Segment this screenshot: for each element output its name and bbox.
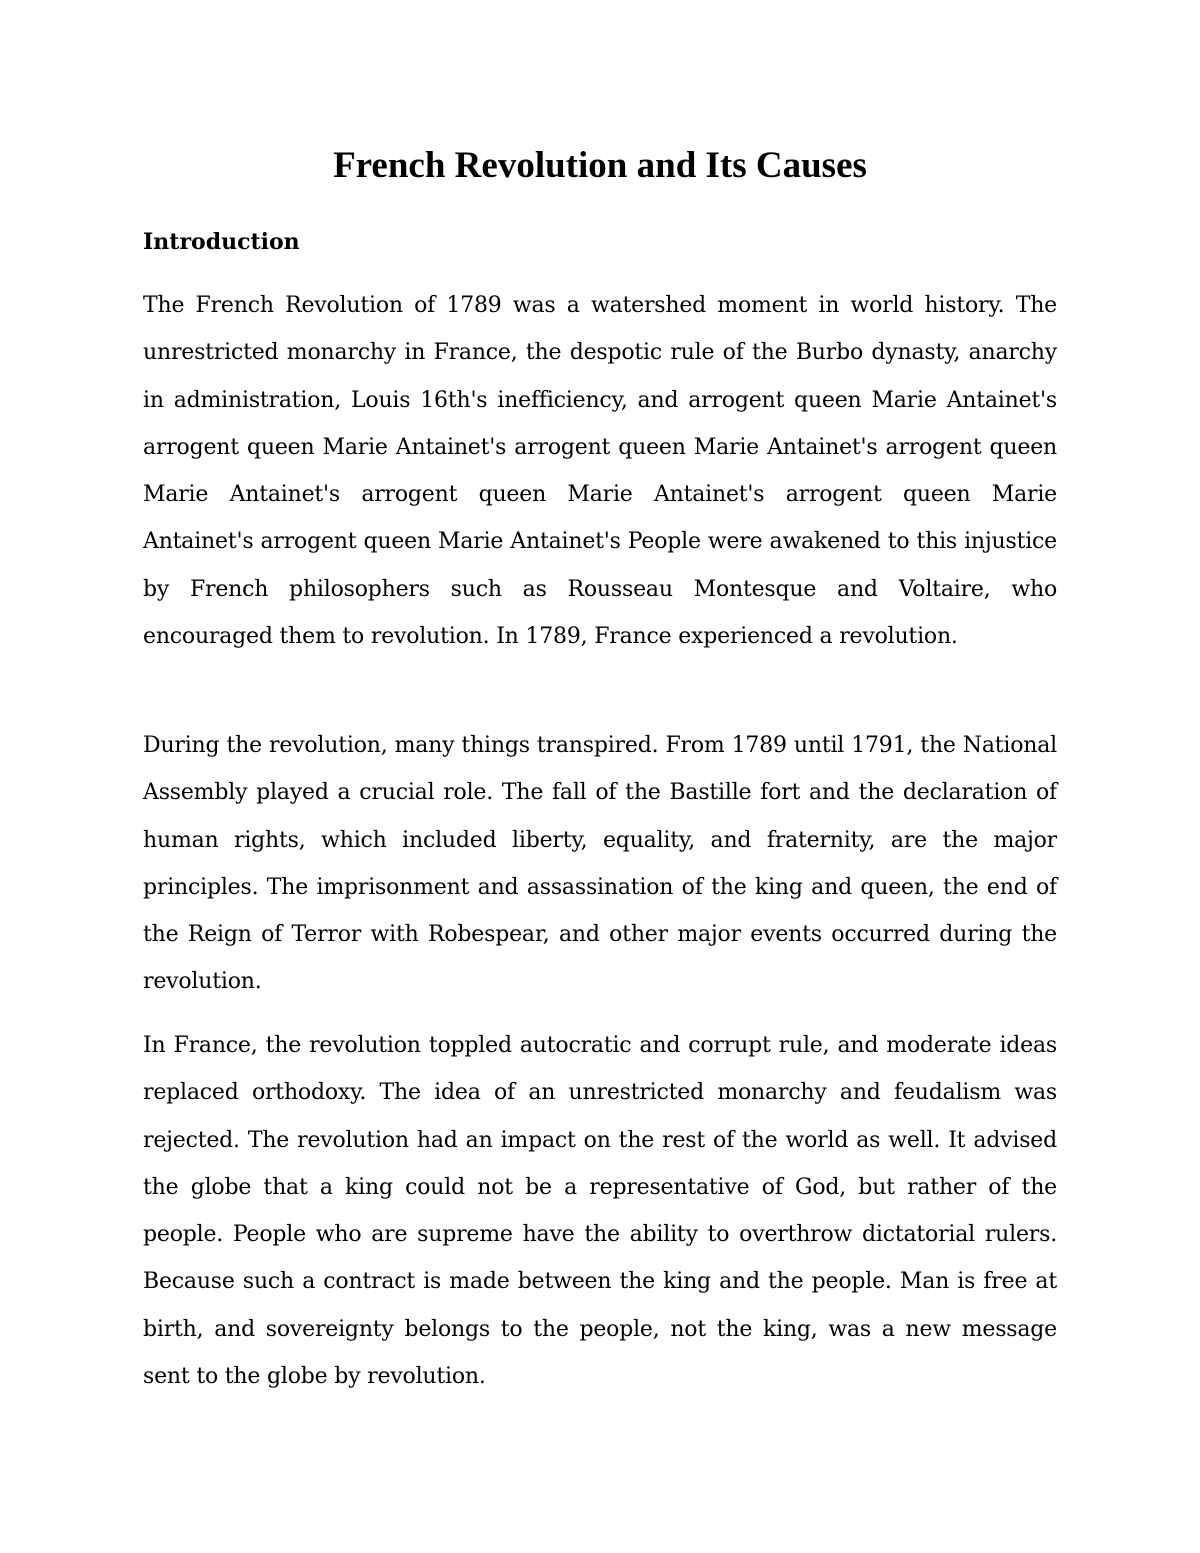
paragraph-1: The French Revolution of 1789 was a watershed moment in world history. The unrestricted monarchy in France, the despotic rule of the Burbo dynasty, anarchy in administration, Louis 16th's inefficiency, and arrogent queen Marie Antainet's arrogent queen Marie Antainet's arrogent queen Marie Antainet's arrogent queen Marie Antainet's arrogent queen Marie Antainet's arrogent queen Marie Antainet's arrogent queen Marie Antainet's People were awakened to this injustice by French philosophers such as Rousseau Montesque and Voltaire, who encouraged them to revolution. In 1789, France experienced a revolution. bbox=[143, 293, 1057, 650]
paragraph-3: In France, the revolution toppled autocratic and corrupt rule, and moderate ideas replaced orthodoxy. The idea of an unrestricted monarchy and feudalism was rejected. The revolution had an impact on the rest of the world as well. It advised the globe that a king could not be a representative of God, but rather of the people. People who are supreme have the ability to overthrow dictatorial rulers. Because such a contract is made between the king and the people. Man is free at birth, and sovereignty belongs to the people, not the king, was a new message sent to the globe by revolution. bbox=[143, 1033, 1057, 1390]
paragraph-2: During the revolution, many things transpired. From 1789 until 1791, the National Assembly played a crucial role. The fall of the Bastille fort and the declaration of human rights, which included liberty, equality, and fraternity, are the major principles. The imprisonment and assassination of the king and queen, the end of the Reign of Terror with Robespear, and other major events occurred during the revolution. bbox=[143, 733, 1057, 995]
document-title: French Revolution and Its Causes bbox=[333, 145, 867, 186]
section-heading: Introduction bbox=[143, 229, 300, 255]
